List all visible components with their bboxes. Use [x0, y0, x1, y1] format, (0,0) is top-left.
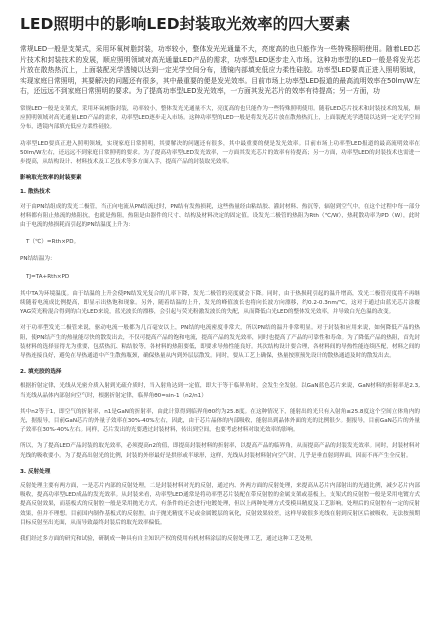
body-paragraph: 所以，为了提高LED产品封装的取光效率，必须提高n2的值，即提高封装材料的折射率，以提高产品的临界角，从而提高产品的封装发光效率。同时，封装材料对光线的吸收要小。为了提高出射光的比例，封装的外形最好是拱形或半球形，这样，光线从封装材料射向空气时，几乎是垂直射到界面，因而不再产生全反射。	[20, 443, 420, 459]
body-paragraph: 功率型LED要真正进入照明领域，实现家庭日常照明，其要解决的问题还有很多，其中最重要的便是发光效率。目前市场上功率型LED报道的最高流明效率在50lm/W左右，还远远不到家庭日常照明的要求。为了提高功率型LED发光效率，一方面其发光芯片的效率有待提高；另一方面，功率型LED的封装技术也需进一步提高，从结构设计、材料技术及工艺技术等多方面入手，提高产品的封装取光效率。	[20, 140, 420, 165]
body-paragraph: 我们经过多方面的研究和试验，研制成一种具有自主知识产权的使用有机材料涂层的反射处理工艺，通过这种工艺处理，	[20, 536, 317, 543]
body-paragraph: 对于由PN结组成的发光二极管，当正向电流从PN结流过时，PN结有发热损耗，这些热量经由粘结胶、灌封材料、热沉等，辐射到空气中，在这个过程中每一部分材料都有阻止热流的热阻抗，也就是热阻，热阻是由器件的尺寸、结构及材料决定的固定值。设发光二极管的热阻为Rth（℃/W），热耗散功率为PD（W），此时由于电流的热损耗而引起的PN结温度上升为：	[20, 203, 420, 228]
body-paragraph: PN结结温为：	[20, 256, 56, 263]
page-title: LED照明中的影响LED封装取光效率的四大要素	[20, 15, 351, 33]
body-paragraph: 其中n2等于1，即空气的折射率，n1是GaN的折射率，由此计算得到临界角θ0约为25.8度。在这种情况下，能射出的光只有入射角≤25.8度这个空间立体角内的光，据报导，目前GaN芯片的外量子效率在30%-40%左右，因此，由于芯片晶体的内部吸收，能射出到晶体外面的光的比例很少。据报导，目前GaN芯片的外量子效率在30%-40%左右。同样，芯片发出的光要透过封装材料，传出到空间，也要考虑材料对取光效率的影响。	[20, 408, 420, 434]
body-paragraph: 反射处理主要有两方面，一是芯片内部的反射处理，二是封装材料对光的反射，通过内、外两方面的反射处理，来提高从芯片内部射出的光通比例，减少芯片内部吸收，提高功率型LED成品的发光效率。从封装来看，功率型LED通常是将功率型芯片装配在带反射腔的金属支架或基板上，支架式的反射腔一般是采用电镀方式提高反射效果，而基板式的反射腔一般是采用抛光方式，有条件的还会进行电镀处理，但以上两种处理方式受模具精度及工艺影响，处理后的反射腔有一定的反射效果，但并不理想。目前国内制作基板式的反射腔，由于抛光精度不足或金属镀层的氧化，反射效果较差，这样导致很多光线在射到反射区后被吸收，无法按预期目标反射至出光面，从而导致最终封装后的取光效率偏低。	[20, 483, 420, 526]
body-paragraph: 其中TA为环境温度。由于结温的上升会使PN结发光复合的几率下降，发光二极管的亮度就会下降。同时，由于热损耗引起的温升增高，发光二极管亮度将不再继续随着电流成比例提高，即显示出热饱和现象。另外，随着结温的上升，发光的峰值波长也将向长波方向漂移，约0.2-0.3nm/℃，这对于通过由蓝光芯片涂覆YAG荧光粉混合得到的白光LED来说，蓝光波长的漂移，会引起与荧光粉激发波长的失配，从而降低白光LED的整体发光效率，并导致白光色温的改变。	[20, 290, 420, 316]
body-paragraph: 根据折射定律，光线从光密介质入射到光疏介质时，当入射角达到一定值，即大于等于临界角时，会发生全发射。以GaN蓝色芯片来说，GaN材料的折射率是2.3,当光线从晶体内部射向空气时，根据折射定律，临界角θ0=sin-1（n2/n1）	[20, 383, 420, 399]
formula: T（℃）=Rth×PD。	[26, 239, 80, 246]
subsection-heading: 2. 填充胶的选择	[20, 369, 62, 376]
section-heading: 影响取光效率的封装要素	[20, 175, 82, 182]
lead-paragraph: 常规LED一般是支架式，采用环氧树脂封装，功率较小，整体发光光通量不大，亮度高的也只能作为一些特殊照明使用。随着LED芯片技术和封装技术的发展，顺应照明领域对高光通量LED产品的需求，功率型LED逐步走入市场。这种功率型的LED一般是将发光芯片放在散热热沉上，上面装配光学透镜以达到一定光学空间分布，透镜内部填充低应力柔性硅胶。功率型LED要真正进入照明领域，实现家庭日常照明，其要解决的问题还有很多，其中最重要的便是发光效率。目前市场上功率型LED报道的最高流明效率在50lm/W左右，还远远不到家庭日常照明的要求。为了提高功率型LED发光效率，一方面其发光芯片的效率有待提高；另一方面，功	[20, 45, 420, 96]
subsection-heading: 1. 散热技术	[20, 189, 51, 196]
body-paragraph: 常规LED一般是支架式，采用环氧树脂封装，功率较小，整体发光光通量不大，亮度高的也只能作为一些特殊照明使用。随着LED芯片技术和封装技术的发展，顺应照明领域对高光通量LED产品的需求，功率型LED逐步走入市场。这种功率型的LED一般是将发光芯片放在散热热沉上，上面装配光学透镜以达到一定光学空间分布，透镜内部填充低应力柔性硅胶。	[20, 105, 420, 131]
body-paragraph: 对于功率型发光二极管来说，驱动电流一般都为几百毫安以上，PN结的电流密度非常大，所以PN结的温升非常明显。对于封装和应用来说，如何降低产品的热阻，使PN结产生的热量能尽快的散发出去，不仅可提高产品的饱和电流，提高产品的发光效率，同时也提高了产品的可靠性和寿命。为了降低产品的热阻，首先封装材料的选择显得尤为重要，包括热沉、粘结胶等，各材料的热阻要低，即要求导热性能良好。其次结构设计要合理，各材料间的导热性能连续匹配，材料之间的导热连接良好，避免在导热通道中产生散热瓶颈，确保热量从内到外层层散发。同时，要从工艺上确保，热量按照预先设计的散热通道及时的散发出去。	[20, 325, 420, 360]
formula: TJ=TA+Rth×PD	[26, 273, 70, 280]
subsection-heading: 3. 反射处理	[20, 468, 51, 475]
